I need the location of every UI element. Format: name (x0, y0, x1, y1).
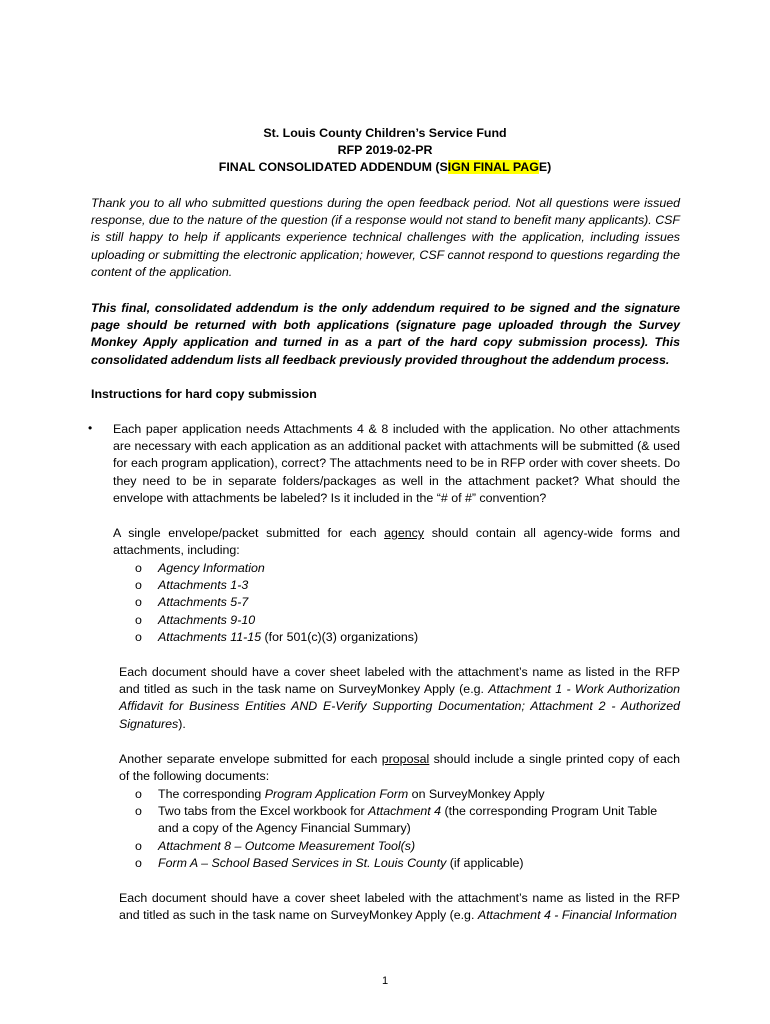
list-item: o Attachments 1-3 (135, 578, 249, 593)
highlighted-text: IGN FINAL PAG (447, 160, 539, 174)
agency-list (113, 560, 680, 646)
proposal-list (113, 786, 680, 872)
addendum-title: FINAL CONSOLIDATED ADDENDUM (SIGN FINAL PAGE) (218, 160, 552, 174)
agency-paragraph: A single envelope/packet submitted for each agency should contain all agency-wide forms and attachments, including: (113, 526, 681, 558)
bullet-marker: • (88, 421, 93, 435)
section-heading: Instructions for hard copy submission (91, 387, 317, 401)
org-title: St. Louis County Children’s Service Fund (263, 126, 507, 140)
cover-sheet-paragraph-2: Each document should have a cover sheet labeled with the attachment’s name as listed in the RFP and titled as such in the task name on SurveyMonkey Apply (e.g. Attachment 4 - Financial Information (119, 891, 680, 923)
list-item: o Attachments 9-10 (135, 612, 256, 627)
list-item: o The corresponding Program Application Form on SurveyMonkey Apply (135, 787, 545, 801)
page-number: 1 (381, 975, 389, 987)
rfp-number: RFP 2019-02-PR (337, 143, 433, 157)
list-item: o Form A – School Based Services in St. Louis County (if applicable) (135, 855, 524, 870)
list-item: o Attachments 5-7 (135, 595, 249, 610)
question-paragraph: Each paper application needs Attachments 4 & 8 included with the application. No other attachments are necessary with each application as an additional packet with attachments will be submitted (& used for each program application), correct? The attachments need to be in RFP order with cover sheets. Do they need to be in separate folders/packages as well in the attachment packet? What should the envelope with attachments be labeled? Is it included in the “# of #” convention? (113, 422, 680, 505)
notice-paragraph: This final, consolidated addendum is the only addendum required to be signed and the signature page should be returned with both applications (signature page uploaded through the Survey Monkey Apply application and turned in as a part of the hard copy submission process). This consolidated addendum lists all feedback previously provided throughout the addendum process. (91, 301, 680, 367)
document-header (0, 125, 770, 176)
proposal-paragraph: Another separate envelope submitted for each proposal should include a single printed copy of each of the following documents: (119, 752, 680, 784)
list-item: o Attachments 11-15 (for 501(c)(3) organizations) (135, 629, 419, 644)
cover-sheet-paragraph-1: Each document should have a cover sheet labeled with the attachment’s name as listed in the RFP and titled as such in the task name on SurveyMonkey Apply (e.g. Attachment 1 - Work Authorization Affidavit for Business Entities AND E-Verify Supporting Documentation; Attachment 2 - Authorized Signatures). (119, 665, 680, 731)
list-item: o Attachment 8 – Outcome Measurement Tool(s) (135, 838, 416, 853)
list-item: o Agency Information (135, 561, 265, 575)
agency-underlined: agency (384, 526, 425, 540)
intro-paragraph: Thank you to all who submitted questions during the open feedback period. Not all questions were issued response, due to the nature of the question (if a response would not stand to benefit many applicants). CSF is still happy to help if applicants experience technical challenges with the application, including issues uploading or submitting the electronic application; however, CSF cannot respond to questions regarding the content of the application. (91, 196, 680, 279)
proposal-underlined: proposal (381, 752, 430, 766)
list-item: o Two tabs from the Excel workbook for Attachment 4 (the corresponding Program Unit Table and a copy of the Agency Financial Summary) (135, 804, 658, 836)
